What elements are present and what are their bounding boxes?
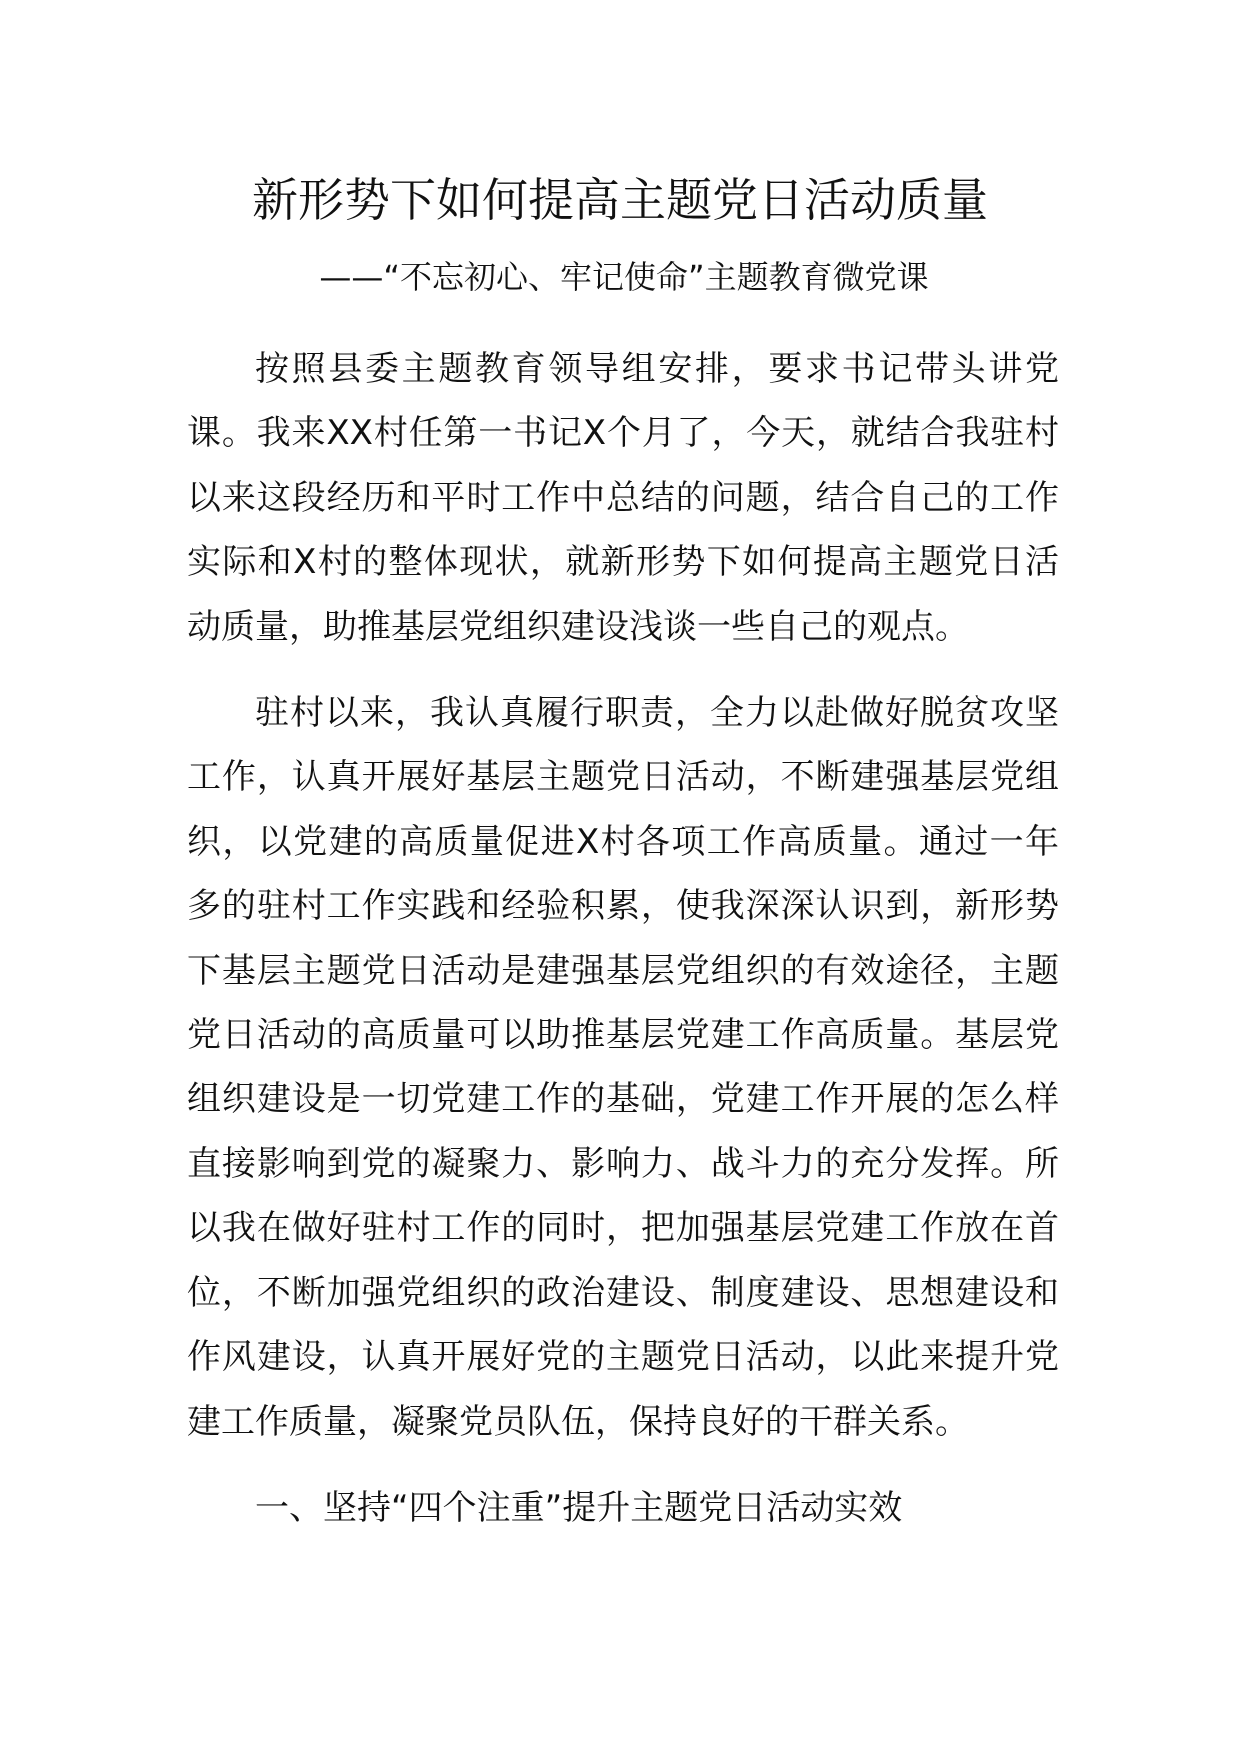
body-paragraph: 按照县委主题教育领导组安排，要求书记带头讲党课。我来XX村任第一书记X个月了，今天，就结合我驻村以来这段经历和平时工作中总结的问题，结合自己的工作实际和X村的整体现状，就新形势下如何提高主题党日活动质量，助推基层党组织建设浅谈一些自己的观点。 xyxy=(187,349,1059,647)
document-body xyxy=(187,337,1059,1540)
body-paragraph: 驻村以来，我认真履行职责，全力以赴做好脱贫攻坚工作，认真开展好基层主题党日活动，不断建强基层党组织，以党建的高质量促进X村各项工作高质量。通过一年多的驻村工作实践和经验积累，使我深深认识到，新形势下基层主题党日活动是建强基层党组织的有效途径，主题党日活动的高质量可以助推基层党建工作高质量。基层党组织建设是一切党建工作的基础，党建工作开展的怎么样直接影响到党的凝聚力、影响力、战斗力的充分发挥。所以我在做好驻村工作的同时，把加强基层党建工作放在首位，不断加强党组织的政治建设、制度建设、思想建设和作风建设，认真开展好党的主题党日活动，以此来提升党建工作质量，凝聚党员队伍，保持良好的干群关系。 xyxy=(187,693,1059,1442)
document-subtitle: ——“不忘初心、牢记使命”主题教育微党课 xyxy=(319,258,929,296)
section-heading: 一、坚持“四个注重”提升主题党日活动实效 xyxy=(255,1487,903,1528)
document-title: 新形势下如何提高主题党日活动质量 xyxy=(252,173,988,227)
